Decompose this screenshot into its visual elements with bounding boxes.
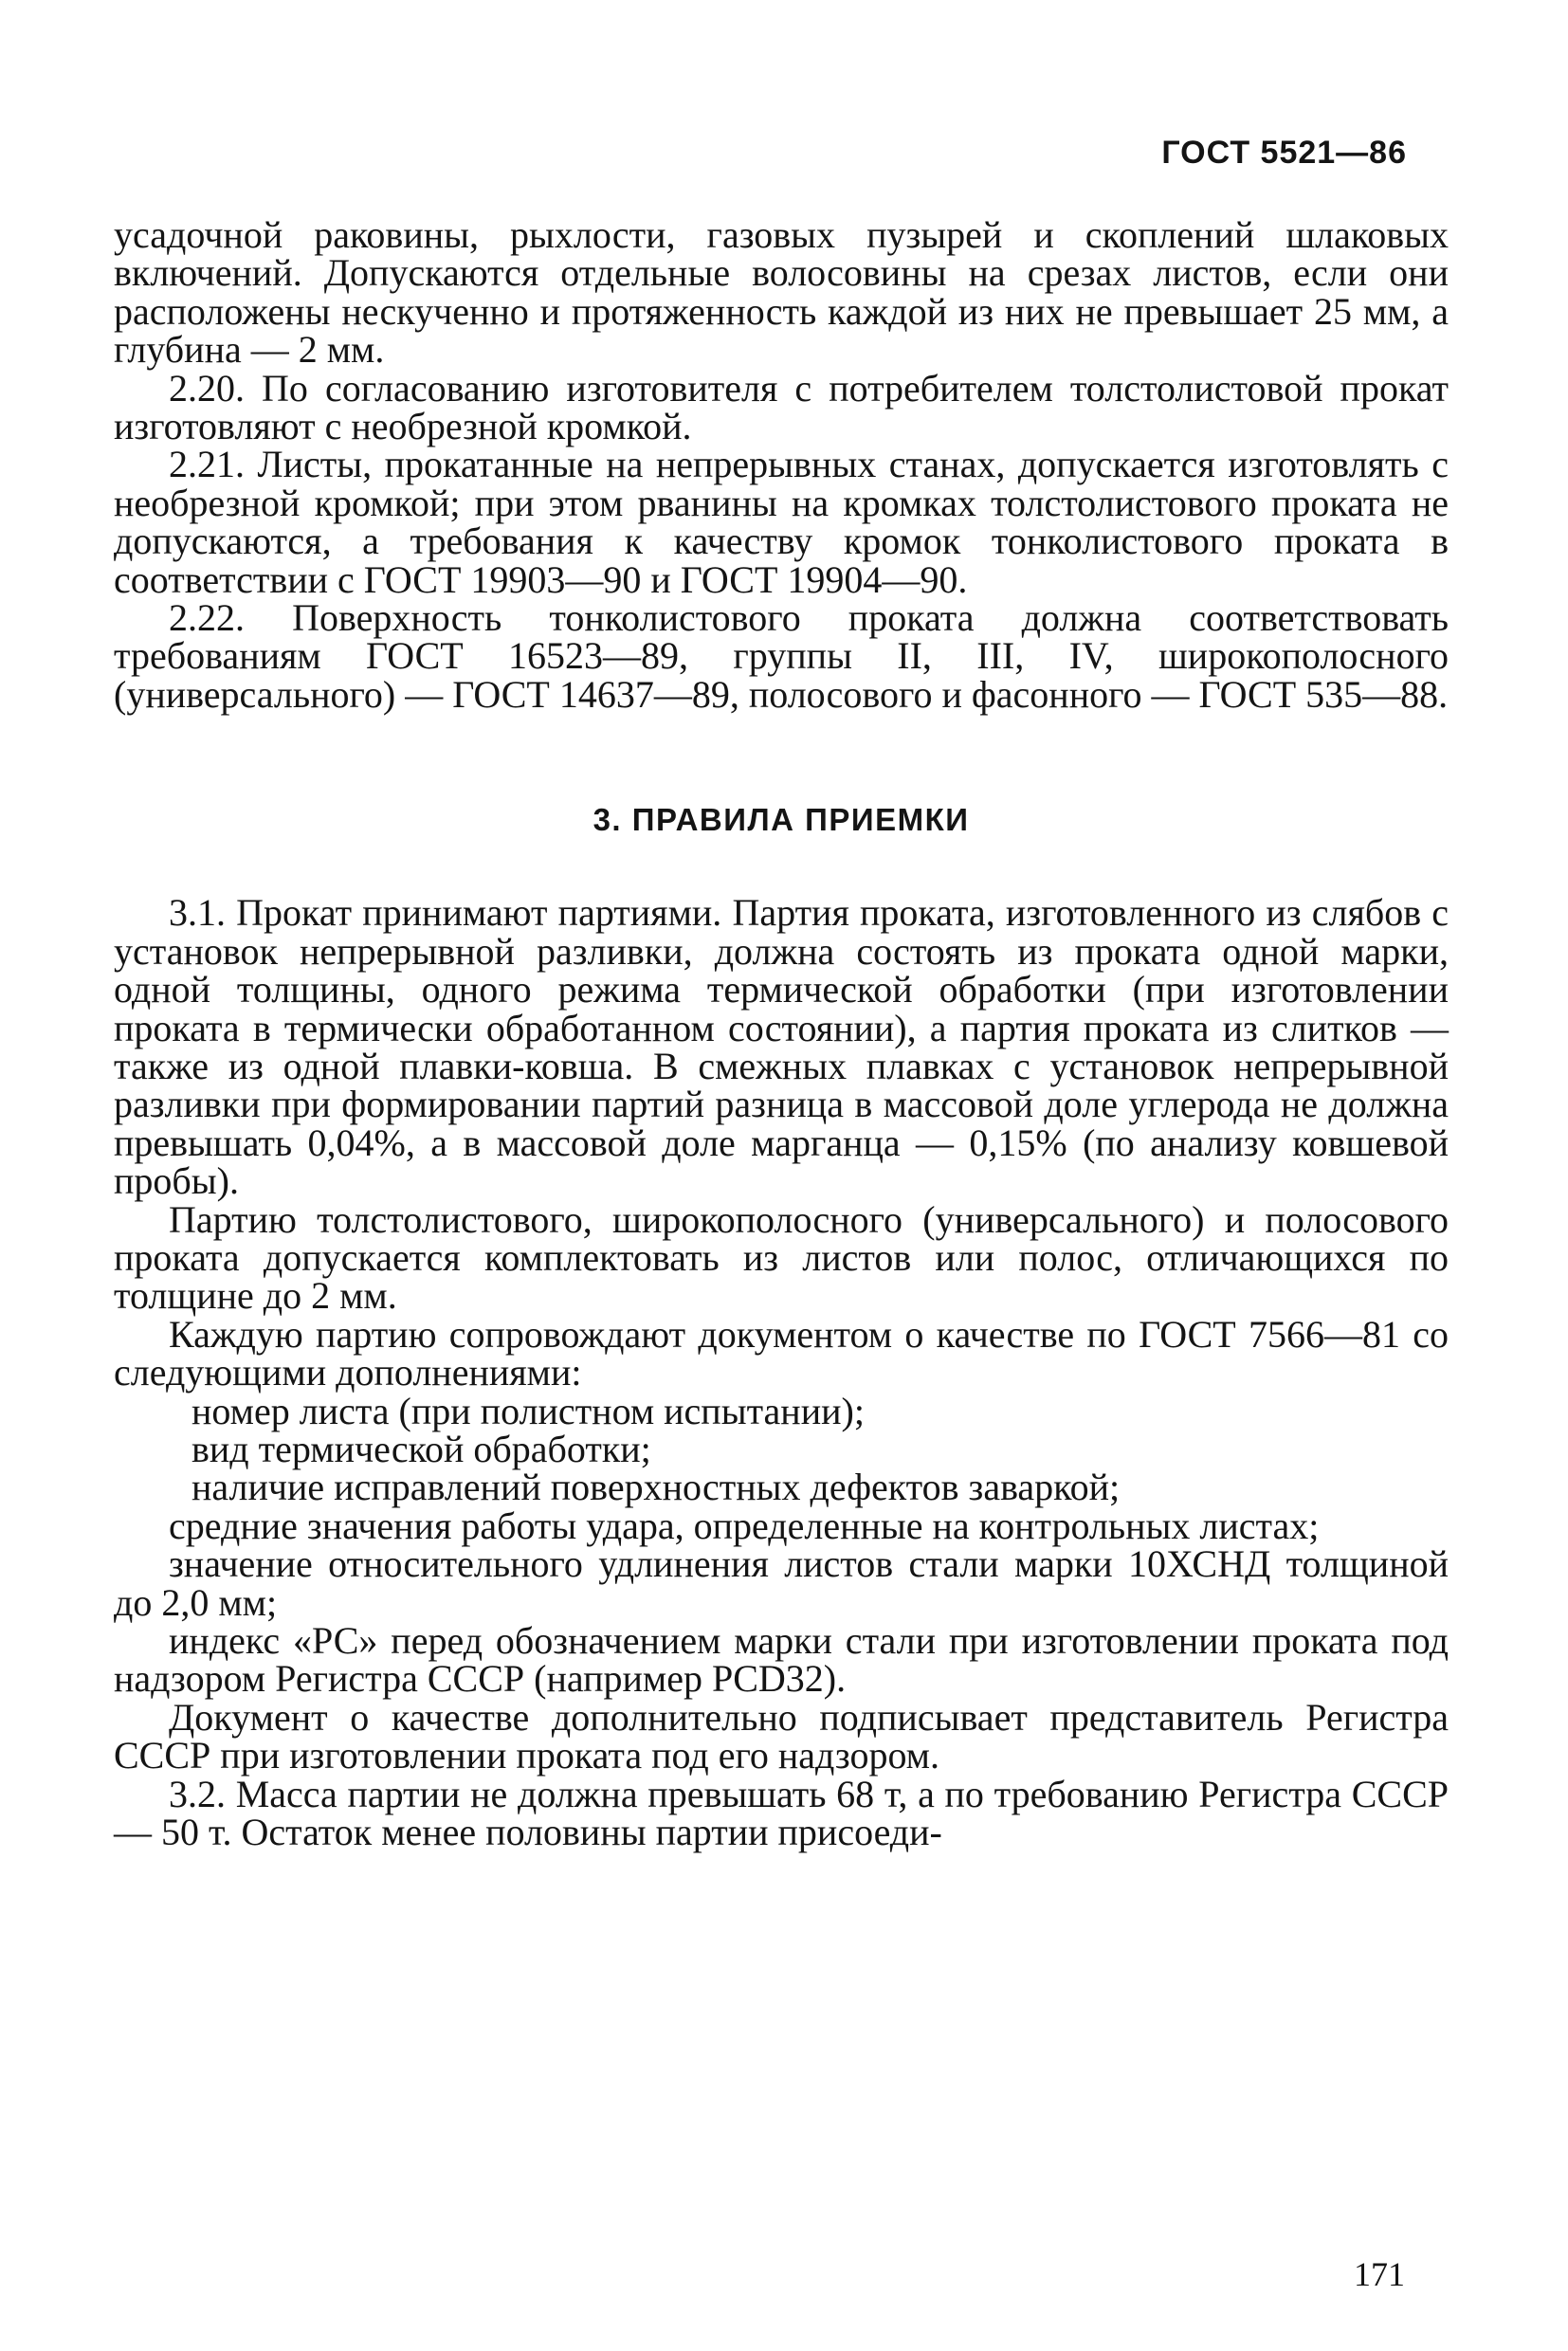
paragraph-3-2: 3.2. Масса партии не должна превышать 68 т, а по требованию Регистра СССР — 50 т. Остаток менее половины партии присоеди- [114, 1772, 1449, 1854]
paragraph-quality-document: Каждую партию сопровождают документом о качестве по ГОСТ 7566—81 со следующими дополнениями: [114, 1312, 1449, 1394]
paragraph-batch: Партию толстолистового, широкополосного (универсального) и полосового проката допускается комплектовать из листов или полос, отличающихся по толщине до 2 мм. [114, 1197, 1449, 1318]
paragraph-3-1: 3.1. Прокат принимают партиями. Партия проката, изготовленного из слябов с установок непрерывной разливки, должна состоять из проката одной марки, одной толщины, одного режима термической обработки (при изготовлении проката в термически обработанном состоянии), а партия проката из слитков — также из одной плавки-ковша. В смежных плавках с установок непрерывной разливки при формировании партий разница в массовой доле углерода не должна превышать 0,04%, а в массовой доле марганца — 0,15% (по анализу ковшевой пробы). [114, 891, 1449, 1203]
paragraph-2-20: 2.20. По согласованию изготовителя с потребителем толстолистовой прокат изготовляют с необрезной кромкой. [114, 366, 1449, 448]
paragraph-2-21: 2.21. Листы, прокатанные на непрерывных станах, допускается изготовлять с необрезной кромкой; при этом рванины на кромках толстолистового проката не допускаются, а требования к качеству кромок тонколистового проката в соответствии с ГОСТ 19903—90 и ГОСТ 19904—90. [114, 443, 1449, 601]
list-item-weld-repair: наличие исправлений поверхностных дефектов заваркой; [191, 1466, 1121, 1509]
section-title: 3. ПРАВИЛА ПРИЕМКИ [593, 802, 970, 838]
page-number: 171 [1354, 2255, 1405, 2293]
list-item-heat-treatment: вид термической обработки; [191, 1427, 651, 1470]
list-item-rs-index: индекс «РС» перед обозначением марки стали при изготовлении проката под надзором Регистра СССР (например PCD32). [114, 1619, 1449, 1701]
document-body [114, 213, 1449, 1854]
document-header: ГОСТ 5521—86 [1161, 135, 1407, 171]
list-item-elongation: значение относительного удлинения листов стали марки 10ХСНД толщиной до 2,0 мм; [114, 1542, 1449, 1624]
paragraph-2-22: 2.22. Поверхность тонколистового проката должна соответствовать требованиям ГОСТ 16523—89, группы II, III, IV, широкополосного (универсального) — ГОСТ 14637—89, полосового и фасонного — ГОСТ 535—88. [114, 596, 1449, 716]
list-item-sheet-number: номер листа (при полистном испытании); [191, 1389, 865, 1432]
paragraph-continuation: усадочной раковины, рыхлости, газовых пузырей и скоплений шлаковых включений. Допускаются отдельные волосовины на срезах листов, если они расположены нескученно и протяженность каждой из них не превышает 25 мм, а глубина — 2 мм. [114, 213, 1449, 372]
list-item-impact-work: средние значения работы удара, определенные на контрольных листах; [169, 1504, 1320, 1547]
paragraph-register-sign: Документ о качестве дополнительно подписывает представитель Регистра СССР при изготовлении проката под его надзором. [114, 1695, 1449, 1777]
